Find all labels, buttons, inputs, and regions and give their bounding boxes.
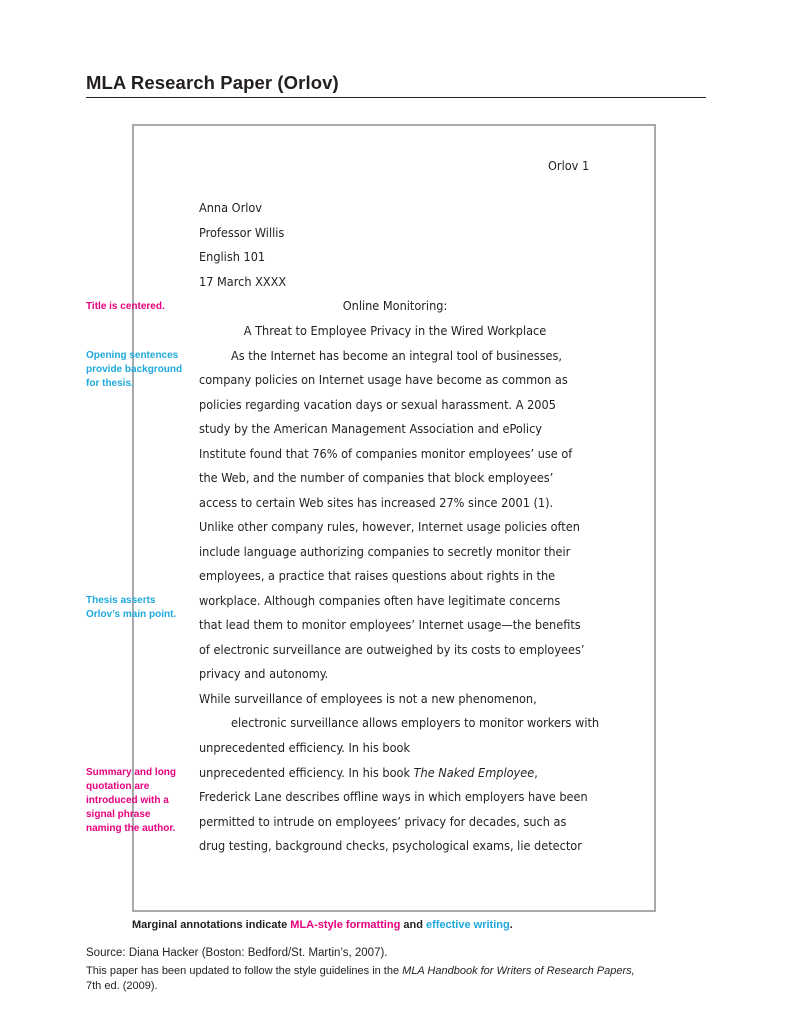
legend-text: and xyxy=(400,919,426,931)
body-line: access to certain Web sites has increased 27% since 2001 (1). xyxy=(199,495,554,510)
annotation-line: naming the author. xyxy=(86,823,176,834)
annotation-line: Opening sentences xyxy=(86,350,179,361)
body-line: policies regarding vacation days or sexual harassment. A 2005 xyxy=(199,397,556,412)
legend-writing: effective writing xyxy=(425,919,510,931)
book-title: The Naked Employee xyxy=(413,765,535,780)
source-line: Source: Diana Hacker (Boston: Bedford/St. Martin’s, 2007). xyxy=(86,947,388,959)
punctuation: , xyxy=(534,765,538,780)
legend-formatting: MLA-style formatting xyxy=(290,919,401,931)
annotation-summary xyxy=(86,766,176,836)
annotation-legend xyxy=(132,919,513,931)
annotation-thesis xyxy=(86,594,176,622)
body-line: electronic surveillance allows employers to monitor workers with xyxy=(231,715,600,730)
body-line: study by the American Management Association and ePolicy xyxy=(199,421,543,436)
paper-title-line-2: A Threat to Employee Privacy in the Wired Workplace xyxy=(243,323,547,338)
body-line: employees, a practice that raises questions about rights in the xyxy=(199,568,556,583)
source-note-edition: 7th ed. (2009). xyxy=(86,980,158,992)
body-line: drug testing, background checks, psychological exams, lie detector xyxy=(199,838,582,853)
title-rule xyxy=(86,97,706,98)
body-line: of electronic surveillance are outweighed by its costs to employees’ xyxy=(199,642,585,657)
legend-text: Marginal annotations indicate xyxy=(132,919,291,931)
heading-instructor: Professor Willis xyxy=(199,225,285,240)
annotation-line: introduced with a xyxy=(86,795,169,806)
source-note xyxy=(86,965,635,977)
body-line: Frederick Lane describes offline ways in which employers have been xyxy=(199,789,588,804)
annotation-title-centered: Title is centered. xyxy=(86,301,165,312)
body-line: company policies on Internet usage have become as common as xyxy=(199,372,568,387)
annotation-connector xyxy=(132,625,133,765)
body-text: unprecedented efficiency. In his book xyxy=(199,765,414,780)
body-line: that lead them to monitor employees’ Internet usage—the benefits xyxy=(199,617,581,632)
body-line: Institute found that 76% of companies monitor employees’ use of xyxy=(199,446,573,461)
annotation-opening xyxy=(86,349,182,391)
annotation-line: Thesis asserts xyxy=(86,595,156,606)
annotation-connector xyxy=(132,840,133,890)
annotation-connector xyxy=(132,316,133,348)
annotation-connector xyxy=(132,274,133,300)
body-line-with-book-title xyxy=(199,765,538,780)
source-note-text: This paper has been updated to follow the style guidelines in the xyxy=(86,965,403,977)
body-line: While surveillance of employees is not a new phenomenon, xyxy=(199,691,537,706)
annotation-line: Orlov’s main point. xyxy=(86,609,177,620)
body-line: Unlike other company rules, however, Internet usage policies often xyxy=(199,519,580,534)
heading-date: 17 March XXXX xyxy=(199,274,287,289)
annotation-line: provide background xyxy=(86,364,183,375)
heading-student-name: Anna Orlov xyxy=(199,200,263,215)
body-line: the Web, and the number of companies that block employees’ xyxy=(199,470,554,485)
annotation-line: Summary and long xyxy=(86,767,177,778)
handbook-title: MLA Handbook for Writers of Research Papers, xyxy=(402,965,635,977)
heading-course: English 101 xyxy=(199,249,266,264)
body-line: include language authorizing companies to secretly monitor their xyxy=(199,544,571,559)
document-title: MLA Research Paper (Orlov) xyxy=(86,72,339,93)
annotation-connector xyxy=(132,392,133,592)
body-line: As the Internet has become an integral tool of businesses, xyxy=(231,348,562,363)
annotation-line: for thesis. xyxy=(86,378,134,389)
body-line: workplace. Although companies often have legitimate concerns xyxy=(199,593,561,608)
body-line: privacy and autonomy. xyxy=(199,666,329,681)
body-line: permitted to intrude on employees’ privacy for decades, such as xyxy=(199,814,567,829)
legend-text: . xyxy=(509,919,513,931)
body-line: unprecedented efficiency. In his book xyxy=(199,740,411,755)
annotation-line: signal phrase xyxy=(86,809,151,820)
paper-title-line-1: Online Monitoring: xyxy=(342,298,448,313)
annotation-line: quotation are xyxy=(86,781,150,792)
running-head: Orlov 1 xyxy=(548,158,590,173)
